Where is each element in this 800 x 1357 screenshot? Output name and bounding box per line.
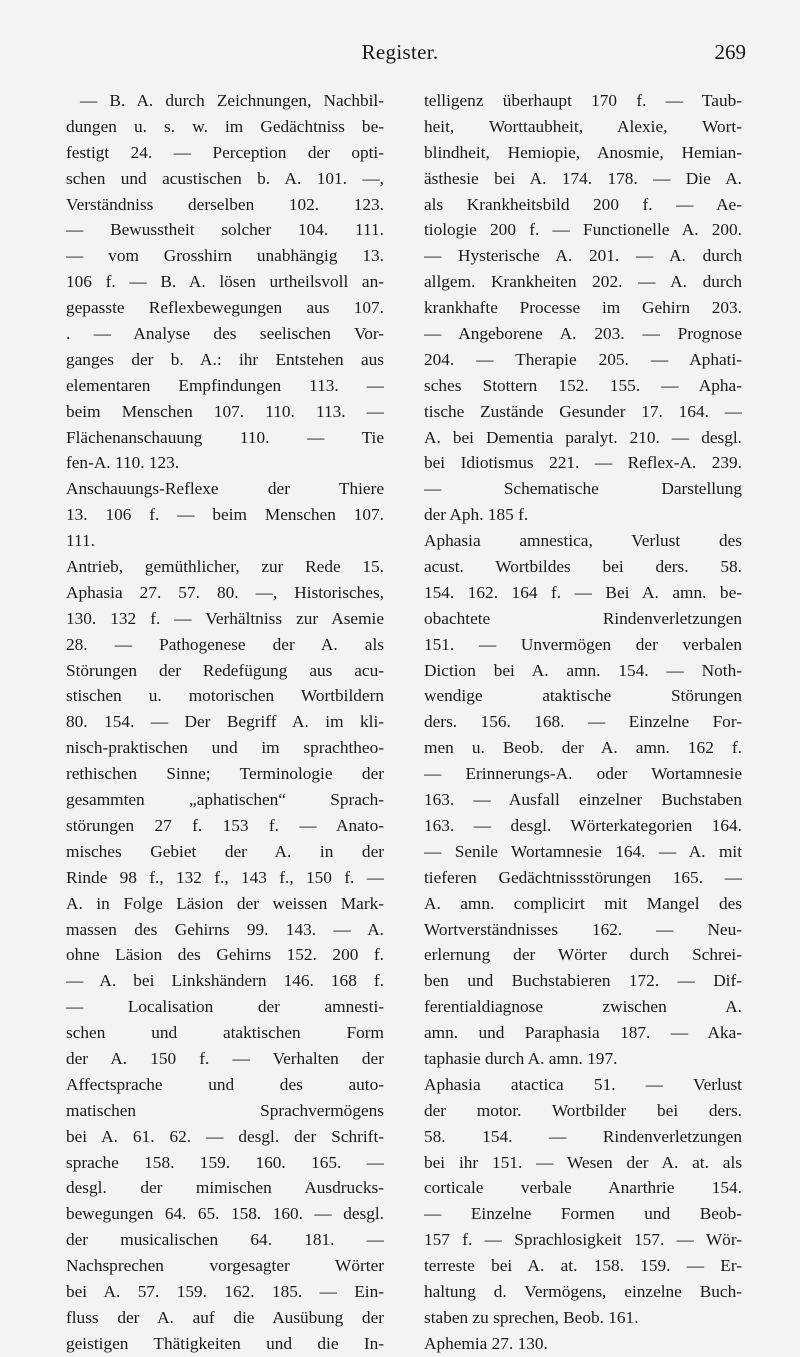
index-line: — Localisation der amnesti- bbox=[66, 997, 384, 1017]
index-line: tische Zustände Gesunder 17. 164. — bbox=[424, 401, 742, 421]
index-line: ästhesie bei A. 174. 178. — Die A. bbox=[424, 168, 742, 188]
index-line: 106 f. — B. A. lösen urtheilsvoll an- bbox=[66, 272, 384, 292]
index-line: Antrieb, gemüthlicher, zur Rede 15. bbox=[66, 557, 384, 577]
index-line: amn. und Paraphasia 187. — Aka- bbox=[424, 1023, 742, 1043]
index-line: desgl. der mimischen Ausdrucks- bbox=[66, 1178, 384, 1198]
index-line: schen und acustischen b. A. 101. —, bbox=[66, 168, 384, 188]
index-line: sches Stottern 152. 155. — Apha- bbox=[424, 375, 742, 395]
index-line: 204. — Therapie 205. — Aphati- bbox=[424, 349, 742, 369]
index-line: taphasie durch A. amn. 197. bbox=[424, 1048, 618, 1068]
index-line: — B. A. durch Zeichnungen, Nachbil- bbox=[80, 91, 384, 110]
index-line: 151. — Unvermögen der verbalen bbox=[424, 634, 742, 654]
index-line: beim Menschen 107. 110. 113. — bbox=[66, 401, 384, 421]
index-line: 80. 154. — Der Begriff A. im kli- bbox=[66, 712, 384, 732]
index-line: — Hysterische A. 201. — A. durch bbox=[424, 246, 742, 266]
index-line: 111. bbox=[66, 531, 95, 551]
index-line: terreste bei A. at. 158. 159. — Er- bbox=[424, 1256, 742, 1276]
index-line: schen und ataktischen Form bbox=[66, 1023, 384, 1043]
index-line: fluss der A. auf die Ausübung der bbox=[66, 1307, 384, 1327]
index-line: Anschauungs-Reflexe der Thiere bbox=[66, 479, 384, 499]
index-line: der A. 150 f. — Verhalten der bbox=[66, 1048, 384, 1068]
page-number: 269 bbox=[714, 40, 746, 64]
index-line: geistigen Thätigkeiten und die In- bbox=[66, 1333, 384, 1353]
index-line: 130. 132 f. — Verhältniss zur Asemie bbox=[66, 608, 384, 628]
running-title: Register. bbox=[361, 40, 439, 64]
index-line: — Angeborene A. 203. — Prognose bbox=[424, 324, 742, 344]
index-line: bei Idiotismus 221. — Reflex-A. 239. bbox=[424, 453, 742, 473]
index-line: erlernung der Wörter durch Schrei- bbox=[424, 945, 742, 965]
index-line: Aphasia amnestica, Verlust des bbox=[424, 531, 742, 551]
index-line: allgem. Krankheiten 202. — A. durch bbox=[424, 272, 742, 292]
index-line: stischen u. motorischen Wortbildern bbox=[66, 686, 384, 706]
index-line: A. bei Dementia paralyt. 210. — desgl. bbox=[424, 427, 742, 447]
index-line: men u. Beob. der A. amn. 162 f. bbox=[424, 738, 742, 758]
index-column-left bbox=[66, 88, 384, 1357]
index-line: — Erinnerungs-A. oder Wortamnesie bbox=[424, 764, 742, 784]
index-line: krankhafte Processe im Gehirn 203. bbox=[424, 298, 742, 318]
index-line: tieferen Gedächtnissstörungen 165. — bbox=[424, 867, 742, 887]
index-line: 13. 106 f. — beim Menschen 107. bbox=[66, 505, 384, 525]
index-line: gepasste Reflexbewegungen aus 107. bbox=[66, 298, 384, 318]
index-line: — Bewusstheit solcher 104. 111. bbox=[66, 220, 384, 240]
index-line: corticale verbale Anarthrie 154. bbox=[424, 1178, 742, 1198]
index-line: der musicalischen 64. 181. — bbox=[66, 1230, 384, 1250]
index-line: als Krankheitsbild 200 f. — Ae- bbox=[424, 194, 742, 214]
index-line: — A. bei Linkshändern 146. 168 f. bbox=[66, 971, 384, 991]
index-line: 163. — Ausfall einzelner Buchstaben bbox=[424, 790, 742, 810]
index-line: staben zu sprechen, Beob. 161. bbox=[424, 1307, 639, 1327]
index-line: festigt 24. — Perception der opti- bbox=[66, 142, 384, 162]
index-line: 157 f. — Sprachlosigkeit 157. — Wör- bbox=[424, 1230, 742, 1250]
index-line: Wortverständnisses 162. — Neu- bbox=[424, 919, 742, 939]
index-line: bei A. 61. 62. — desgl. der Schrift- bbox=[66, 1126, 384, 1146]
index-line: Verständniss derselben 102. 123. bbox=[66, 194, 384, 214]
index-line: Aphemia 27. 130. bbox=[424, 1333, 548, 1353]
index-line: Aphasia 27. 57. 80. —, Historisches, bbox=[66, 582, 384, 602]
index-line: Aphasia atactica 51. — Verlust bbox=[424, 1074, 742, 1094]
index-line: 28. — Pathogenese der A. als bbox=[66, 634, 384, 654]
index-line: ders. 156. 168. — Einzelne For- bbox=[424, 712, 742, 732]
index-line: bewegungen 64. 65. 158. 160. — desgl. bbox=[66, 1204, 384, 1224]
index-column-right bbox=[424, 88, 742, 1357]
index-line: Störungen der Redefügung aus acu- bbox=[66, 660, 384, 680]
index-line: heit, Worttaubheit, Alexie, Wort- bbox=[424, 116, 742, 136]
index-line: wendige ataktische Störungen bbox=[424, 686, 742, 706]
index-line: 163. — desgl. Wörterkategorien 164. bbox=[424, 815, 742, 835]
index-line: matischen Sprachvermögens bbox=[66, 1100, 384, 1120]
page-header bbox=[0, 40, 800, 76]
index-line: der motor. Wortbilder bei ders. bbox=[424, 1100, 742, 1120]
index-line: misches Gebiet der A. in der bbox=[66, 841, 384, 861]
index-line: ganges der b. A.: ihr Entstehen aus bbox=[66, 349, 384, 369]
index-line: Diction bei A. amn. 154. — Noth- bbox=[424, 660, 742, 680]
index-line: obachtete Rindenverletzungen bbox=[424, 608, 742, 628]
index-line: der Aph. 185 f. bbox=[424, 505, 529, 525]
index-line: A. in Folge Läsion der weissen Mark- bbox=[66, 893, 384, 913]
index-line: Affectsprache und des auto- bbox=[66, 1074, 384, 1094]
index-line: — vom Grosshirn unabhängig 13. bbox=[66, 246, 384, 266]
index-line: Rinde 98 f., 132 f., 143 f., 150 f. — bbox=[66, 867, 384, 887]
index-line: A. amn. complicirt mit Mangel des bbox=[424, 893, 742, 913]
index-line: — Senile Wortamnesie 164. — A. mit bbox=[424, 841, 742, 861]
index-line: fen-A. 110. 123. bbox=[66, 453, 180, 473]
index-line: störungen 27 f. 153 f. — Anato- bbox=[66, 815, 384, 835]
index-line: tiologie 200 f. — Functionelle A. 200. bbox=[424, 220, 742, 240]
index-line: — Einzelne Formen und Beob- bbox=[424, 1204, 742, 1224]
index-line: ohne Läsion des Gehirns 152. 200 f. bbox=[66, 945, 384, 965]
index-line: nisch-praktischen und im sprachtheo- bbox=[66, 738, 384, 758]
index-line: 154. 162. 164 f. — Bei A. amn. be- bbox=[424, 582, 742, 602]
index-line: ben und Buchstabieren 172. — Dif- bbox=[424, 971, 742, 991]
index-line: telligenz überhaupt 170 f. — Taub- bbox=[424, 91, 742, 110]
index-line: massen des Gehirns 99. 143. — A. bbox=[66, 919, 384, 939]
index-line: dungen u. s. w. im Gedächtniss be- bbox=[66, 116, 384, 136]
index-line: ferentialdiagnose zwischen A. bbox=[424, 997, 742, 1017]
index-line: . — Analyse des seelischen Vor- bbox=[66, 324, 384, 344]
index-line: sprache 158. 159. 160. 165. — bbox=[66, 1152, 384, 1172]
index-line: 58. 154. — Rindenverletzungen bbox=[424, 1126, 742, 1146]
index-line: Flächenanschauung 110. — Tie bbox=[66, 427, 384, 447]
index-line: rethischen Sinne; Terminologie der bbox=[66, 764, 384, 784]
index-line: blindheit, Hemiopie, Anosmie, Hemian- bbox=[424, 142, 742, 162]
index-line: haltung d. Vermögens, einzelne Buch- bbox=[424, 1281, 742, 1301]
index-line: acust. Wortbildes bei ders. 58. bbox=[424, 557, 742, 577]
index-line: gesammten „aphatischen“ Sprach- bbox=[66, 790, 384, 810]
index-line: bei A. 57. 159. 162. 185. — Ein- bbox=[66, 1281, 384, 1301]
index-line: Nachsprechen vorgesagter Wörter bbox=[66, 1256, 384, 1276]
index-line: — Schematische Darstellung bbox=[424, 479, 742, 499]
index-line: elementaren Empfindungen 113. — bbox=[66, 375, 384, 395]
index-line: bei ihr 151. — Wesen der A. at. als bbox=[424, 1152, 742, 1172]
